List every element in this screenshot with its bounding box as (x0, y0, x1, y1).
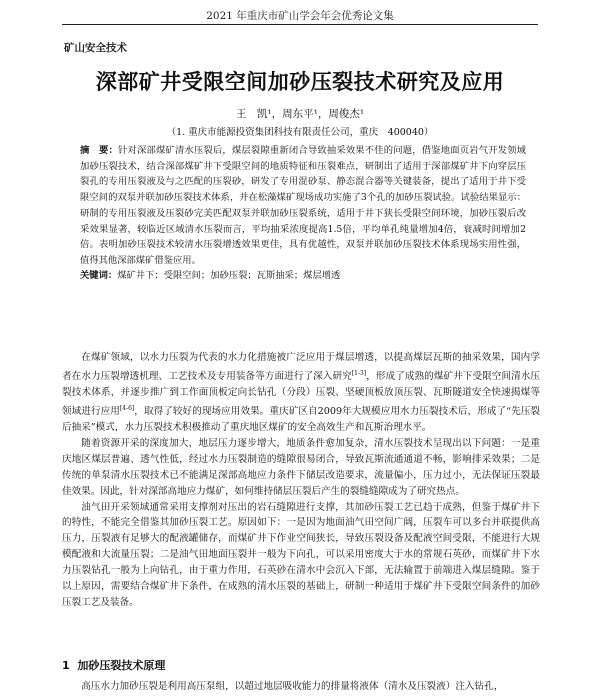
citation: [4-6] (119, 404, 135, 412)
header-rule (62, 24, 538, 25)
body-text (62, 350, 540, 611)
abstract-text: 针对深部煤矿清水压裂后，煤层裂隙重新闭合导致抽采效果不佳的问题，借鉴地面页岩气开发领域加砂压裂技术，结合深部煤矿井下受限空间的地质特征和压裂难点，研制出了适用于深部煤矿井下向穿层压裂孔的专用压裂液及与之匹配的压裂砂，研发了专用混砂泵、静态混合器等关键装备，提出了适用于井下受限空间的双泵并联加砂压裂技术体系，并在松藻煤矿现场成功实施了3个孔的加砂压裂试验。试验结果显示：研制的专用压裂液及压裂砂完美匹配双泵并联加砂压裂系统，适用于井下狭长受限空间环境，加砂压裂后改采效果显著，较临近区域清水压裂而言，平均抽采浓度提高1.5倍，平均单孔纯量增加4倍，衰减时间增加2倍。表明加砂压裂技术较清水压裂增透效果更佳，具有优越性，双泵并联加砂压裂技术体系现场实用性强，值得其他深部煤矿借鉴应用。 (80, 145, 526, 266)
keywords (80, 267, 526, 281)
section-tag: 矿山安全技术 (64, 42, 127, 54)
citation: [1-3] (351, 369, 367, 377)
abstract (80, 143, 526, 269)
keywords-text: 煤矿井下；受限空间；加砂压裂；瓦斯抽采；煤层增透 (117, 270, 341, 281)
running-header: 2021 年重庆市矿山学会年会优秀论文集 (206, 10, 394, 22)
affiliation: （1. 重庆市能源投资集团科技有限责任公司，重庆 400040） (166, 127, 434, 138)
paper-title: 深部矿井受限空间加砂压裂技术研究及应用 (95, 70, 505, 94)
paragraph-2: 随着资源开采的深度加大，地层压力逐步增大，地质条件愈加复杂，清水压裂技术呈现出以下问题：一是重庆地区煤层普遍、透气性低，经过水力压裂制造的缝隙很易闭合，导致瓦斯流通通道不畅，影响排采效果；二是传统的单泵清水压裂技术已不能满足深部高地应力条件下储层改造要求，流量偏小，压力过小，无法保证压裂最佳效果。因此，针对深部高地应力煤矿，如何维持储层压裂后产生的裂缝缝隙成为了研究热点。 (62, 437, 540, 497)
paragraph-3: 油气田开采领域通常采用支撑剂对压出的岩石缝隙进行支撑，其加砂压裂工艺已趋于成熟，但鉴于煤矿井下的特性，不能完全借鉴其加砂压裂工艺。原因如下：一是因为地面油气田空间广阔，压裂车可以多台并联提供高压力，压裂液有足够大的配液罐储存，而煤矿井下作业空间狭长，导致压裂设备及配液空间受限，不能进行大规模配液和大流量压裂；二是油气田地面压裂井一般为下向孔，可以采用密度大于水的常规石英砂，而煤矿井下水力压裂钻孔一般为上向钻孔，由于重力作用，石英砂在清水中会沉入下部，无法输置于前端进入煤层缝隙。鉴于以上原因，需要结合煤矿井下条件，在成熟的清水压裂的基础上，研制一种适用于煤矿井下受限空间条件的加砂压裂工艺及装备。 (62, 501, 540, 608)
section-heading: 1 加砂压裂技术原理 (62, 659, 166, 672)
keywords-label: 关键词： (80, 270, 118, 281)
paragraph-1: 在煤矿领域，以水力压裂为代表的水力化措施被广泛应用于煤层增透，以提高煤层瓦斯的抽采效果，国内学者在水力压裂增透机理、工艺技术及专用装备等方面进行了深入研究[1-3]，形成了成熟的煤矿井下受限空间清水压裂技术体系，并逐步推广到工作面顶板定向长钻孔（分段）压裂、坚硬顶板放顶压裂、瓦斯隧道安全快速揭煤等领域进行应用[4-6]，取得了较好的现场应用效果。重庆矿区自2009年大规模应用水力压裂技术后，形成了“先压裂后抽采”模式，水力压裂技术积极推动了重庆地区煤矿的安全高效生产和瓦斯治理水平。 (62, 352, 541, 433)
paragraph-4: 高压水力加砂压裂是利用高压泵组，以超过地层吸收能力的排量将液体（清水及压裂液）注入钻孔， (81, 681, 504, 692)
authors: 王 凯¹，周东平¹，周俊杰¹ (235, 108, 365, 120)
abstract-label: 摘 要： (80, 145, 118, 156)
